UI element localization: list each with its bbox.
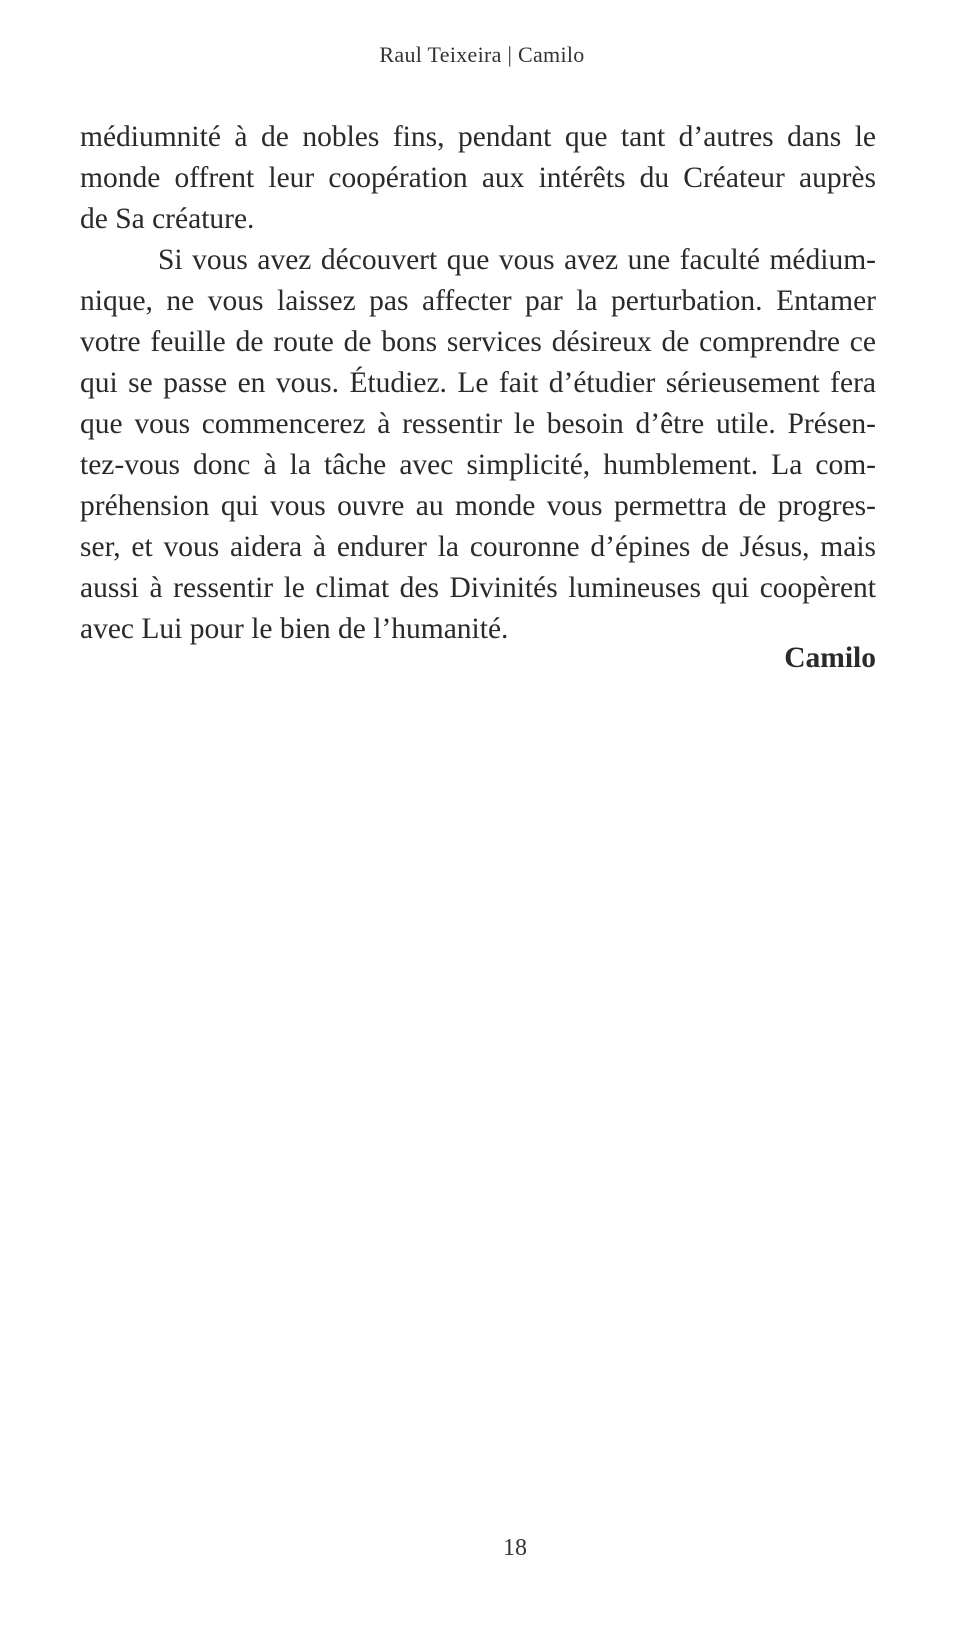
text-line: monde offrent leur coopération aux intérêts du Créateur auprès [80,162,876,194]
text-line: avec Lui pour le bien de l’humanité. [80,613,509,645]
running-header: Raul Teixeira | Camilo [379,42,585,67]
page-number: 18 [503,1535,527,1561]
text-line: que vous commencerez à ressentir le besoin d’être utile. Présen- [80,408,876,440]
text-line: nique, ne vous laissez pas affecter par la perturbation. Entamer [80,285,876,317]
text-line: médiumnité à de nobles fins, pendant que tant d’autres dans le [80,121,876,153]
text-line: aussi à ressentir le climat des Divinités lumineuses qui coopèrent [80,572,876,604]
text-line: qui se passe en vous. Étudiez. Le fait d’étudier sérieusement fera [80,367,876,399]
text-line: votre feuille de route de bons services désireux de comprendre ce [80,326,876,358]
text-line: tez-vous donc à la tâche avec simplicité, humblement. La com- [80,449,876,481]
text-line: Si vous avez découvert que vous avez une faculté médium- [158,244,876,276]
paragraph-2 [80,240,876,650]
text-line: ser, et vous aidera à endurer la couronne d’épines de Jésus, mais [80,531,876,563]
author-signature: Camilo [784,642,876,674]
text-line: préhension qui vous ouvre au monde vous permettra de progres- [80,490,876,522]
text-line: de Sa créature. [80,203,255,235]
body-text [80,117,876,650]
paragraph-1 [80,117,876,240]
